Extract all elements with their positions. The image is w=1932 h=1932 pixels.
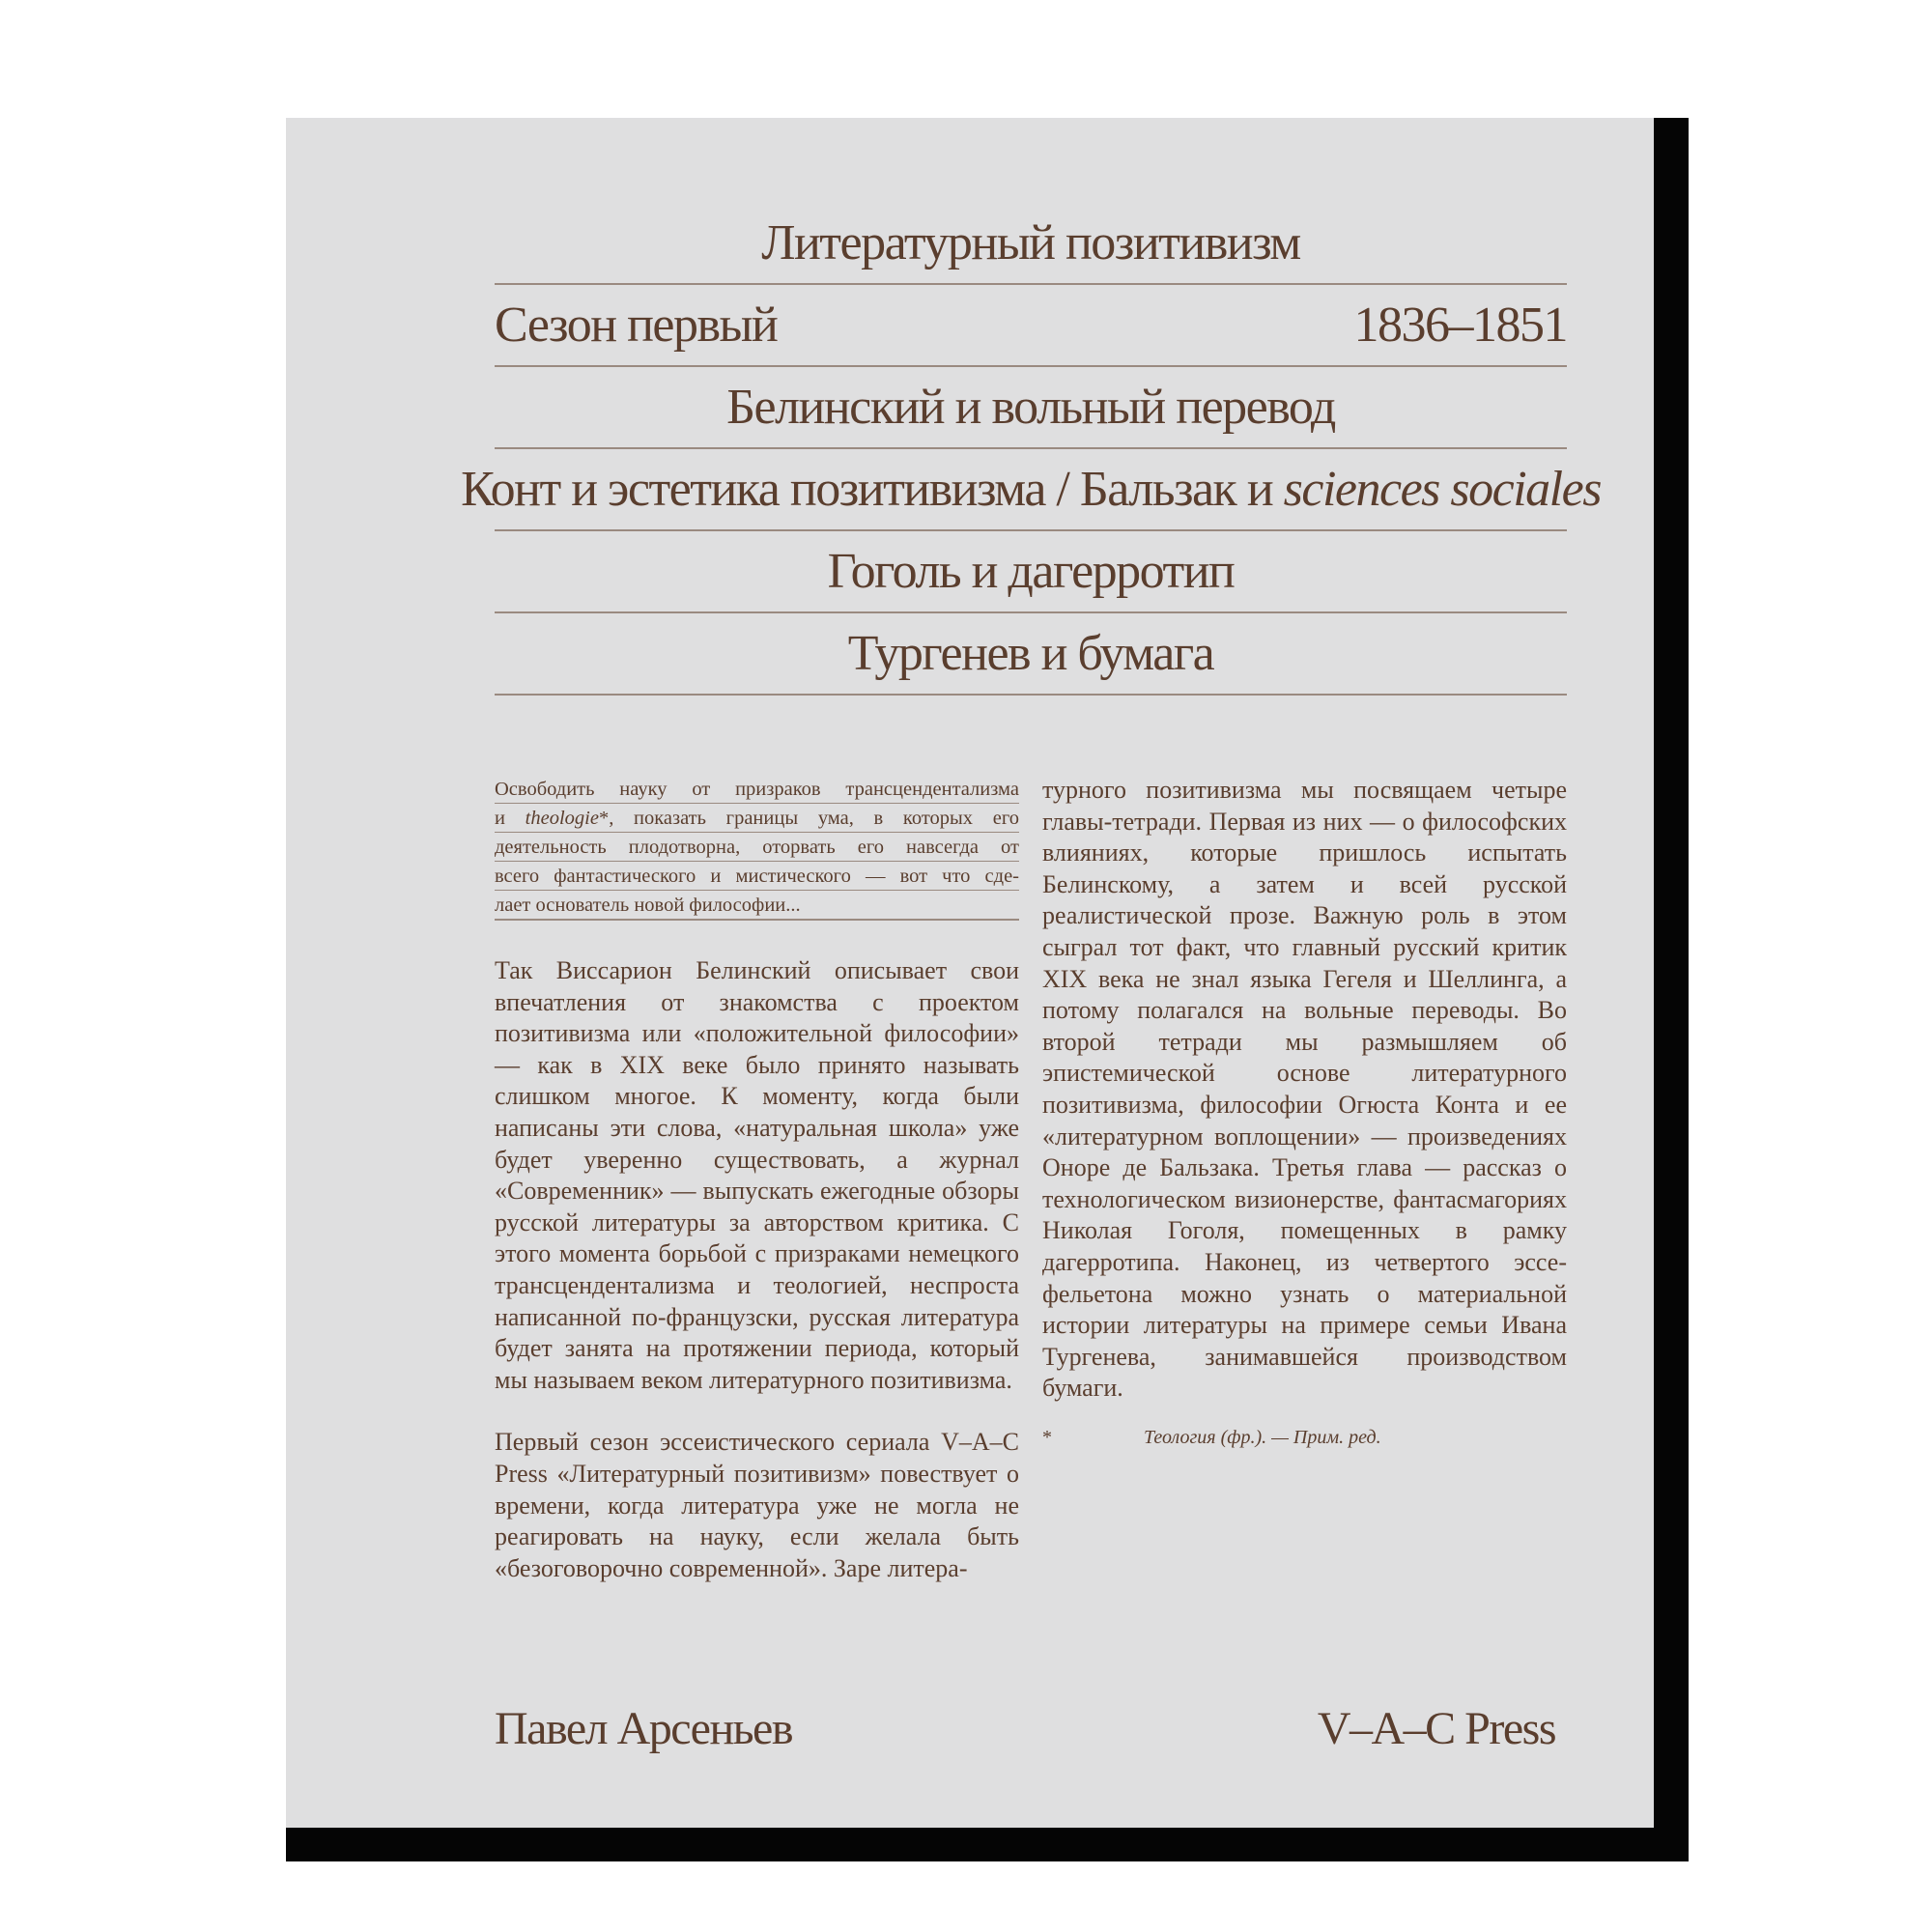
chapter-4: Тургенев и бумага (847, 625, 1214, 681)
text-columns (495, 775, 1567, 1584)
paragraph-2: Первый сезон эссеистического сериала V–A–C Press «Литературный позитивизм» повествует о времени, когда литература уже не могла не реагировать на науку, если желала быть «безоговорочно современной». Заре литера- (495, 1428, 1019, 1582)
cover-footer (495, 1702, 1567, 1755)
season-row (495, 285, 1567, 367)
quote-line-1: Освободить науку от призраков трансцендентализма (495, 775, 1019, 804)
quote-line-2a: и (495, 808, 526, 829)
series-title: Литературный позитивизм (761, 214, 1300, 270)
quote-italic-word: theologie (525, 808, 599, 829)
book-cover (286, 118, 1654, 1828)
title-block (461, 203, 1601, 696)
chapter-2 (461, 461, 1601, 517)
chapter-row-2 (461, 449, 1601, 531)
series-title-row (495, 203, 1567, 285)
chapter-1: Белинский и вольный перевод (726, 379, 1335, 435)
quote-line-3: деятельность плодотворна, оторвать его навсегда от (495, 833, 1019, 862)
season-label: Сезон первый (495, 297, 778, 353)
epigraph-quote (495, 775, 1019, 921)
paragraph-1: Так Виссарион Белинский описывает свои впечатления от знакомства с проектом позитивизма или «положительной философии» — как в XIX веке было принято называть слишком многое. К моменту, когда были написаны эти слова, «натуральная школа» уже будет уверенно существовать, а журнал «Современник» — выпускать ежегодные обзоры русской литературы за авторством критика. С этого момента борьбой с призраками немецкого трансцендентализма и теологией, неспроста написанной по-французски, русская литература будет занята на протяжении периода, который мы называем веком литературного позитивизма. (495, 956, 1019, 1394)
right-column (1042, 775, 1567, 1584)
years-label: 1836–1851 (1353, 297, 1567, 353)
footnote-text: Теология (фр.). — Прим. ред. (1144, 1426, 1381, 1448)
quote-line-2c: *, показать границы ума, в которых его (598, 808, 1019, 829)
author-name: Павел Арсеньев (495, 1703, 793, 1754)
footnote (1042, 1422, 1567, 1454)
chapter-row-1 (495, 367, 1567, 449)
chapter-2-italic: sciences sociales (1283, 461, 1601, 517)
chapter-3: Гоголь и дагерротип (827, 543, 1235, 599)
quote-line-5: лает основатель новой философии... (495, 891, 1019, 921)
publisher-name: V–A–C Press (1317, 1703, 1555, 1754)
paragraph-3: турного позитивизма мы посвящаем четыре главы-тетради. Первая из них — о философских влияниях, которые пришлось испытать Белинскому, а затем и всей русской реалистической прозе. Важную роль в этом сыграл тот факт, что главный русский критик XIX века не знал языка Гегеля и Шеллинга, а потому полагался на вольные переводы. Во второй тетради мы размышляем об эпистемической основе литературного позитивизма, философии Огюста Конта и ее «литературном воплощении» — произведениях Оноре де Бальзака. Третья глава — рассказ о технологическом визионерстве, фантасмагориях Николая Гоголя, помещенных в рамку дагерротипа. Наконец, из четвертого эссе-фельетона можно узнать о материальной истории литературы на примере семьи Ивана Тургенева, занимавшейся производством бумаги. (1042, 776, 1567, 1403)
quote-line-2 (495, 804, 1019, 833)
quote-line-4: всего фантастического и мистического — вот что сде- (495, 862, 1019, 891)
left-column (495, 775, 1019, 1584)
chapter-row-4 (495, 613, 1567, 696)
footnote-mark: * (1042, 1426, 1052, 1448)
chapter-2-main: Конт и эстетика позитивизма / Бальзак и (461, 461, 1284, 517)
chapter-row-3 (495, 531, 1567, 613)
